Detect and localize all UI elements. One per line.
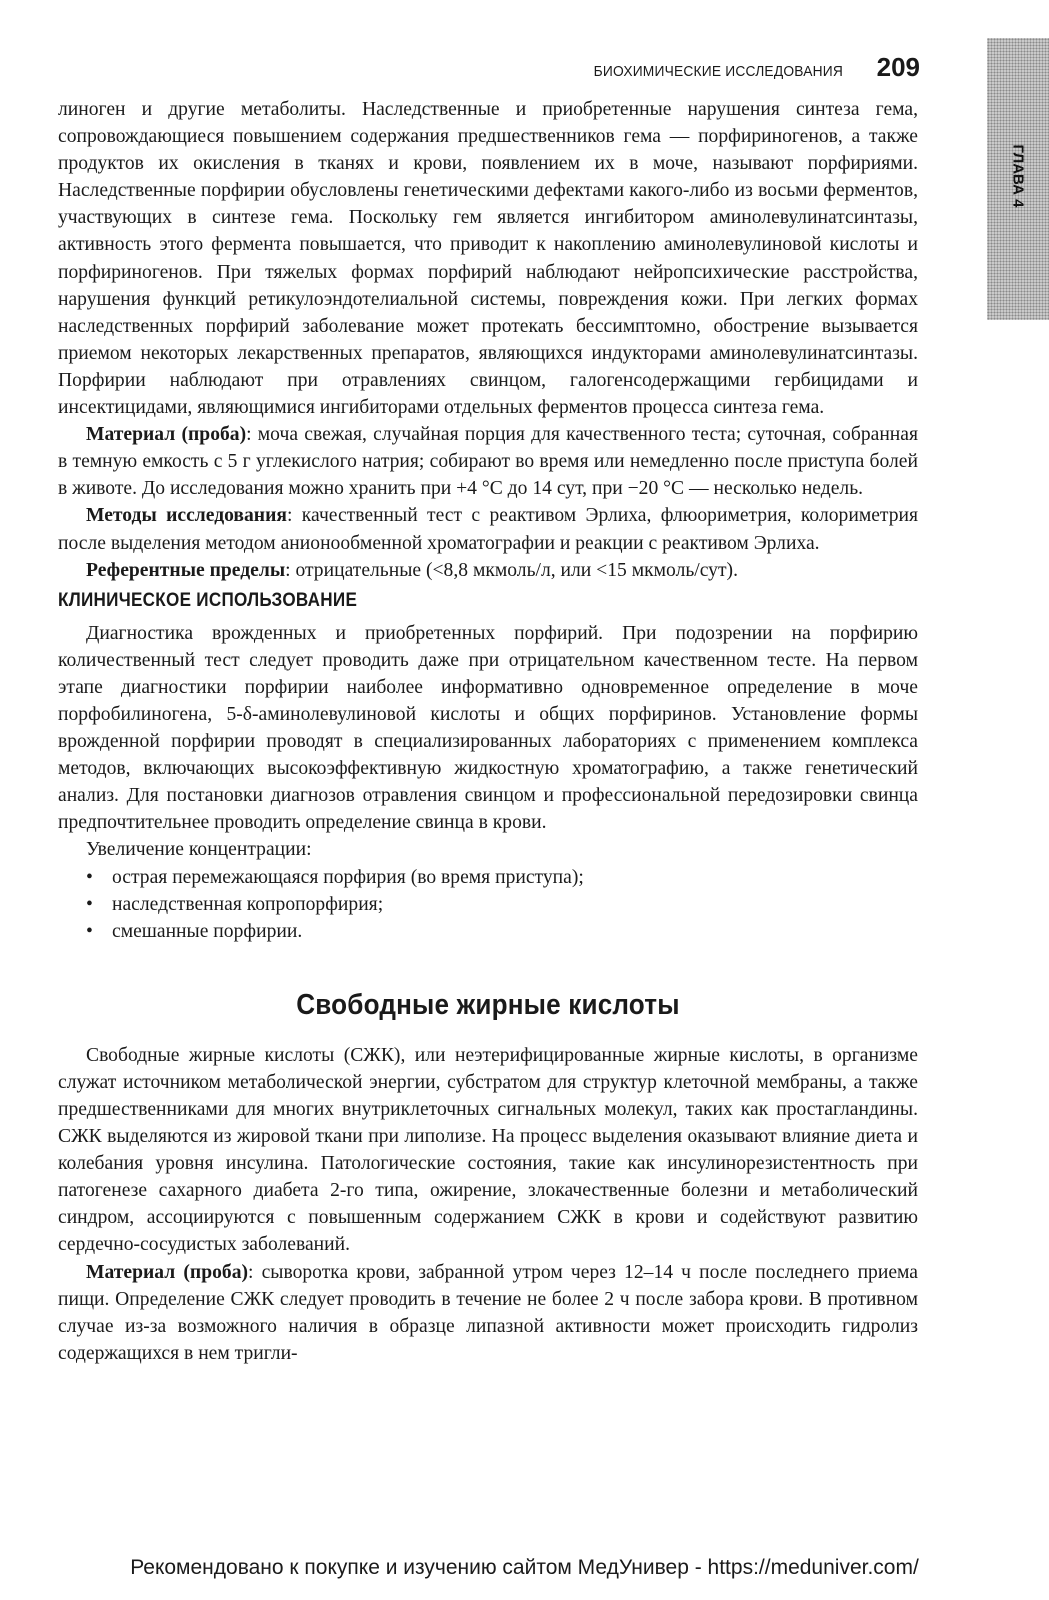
increase-label: Увеличение концентрации:	[86, 839, 312, 861]
section-title: Свободные жирные кислоты	[296, 988, 680, 1021]
chapter-tab-label: ГЛАВА 4	[1009, 144, 1027, 208]
material-text: : моча свежая, случайная порция для качественного теста; суточная, собранная в темную емкость с 5 г углекислого натрия; собирают во время или немедленно после приступа болей в животе. До исследования можно хранить при +4 °С до 14 сут, при −20 °С — несколько недель.	[58, 424, 918, 500]
methods-paragraph	[58, 502, 918, 556]
ffa-paragraph: Свободные жирные кислоты (СЖК), или неэтерифицированные жирные кислоты, в организме служат источником метаболической энергии, субстратом для структур клеточной мембраны, а также предшественниками для многих внутриклеточных сигнальных молекул, таких как простагландины. СЖК выделяются из жировой ткани при липолизе. На процесс выделения оказывают влияние диета и колебания уровня инсулина. Патологические состояния, такие как инсулинорезистентность при патогенезе сахарного диабета 2-го типа, ожирение, злокачественные болезни и метаболический синдром, ассоциируются с повышенным содержанием СЖК в крови и содействуют развитию сердечно-сосудистых заболеваний.	[58, 1044, 918, 1256]
intro-paragraph: линоген и другие метаболиты. Наследственные и приобретенные нарушения синтеза гема, сопровождающиеся повышением содержания предшественников гема — порфириногенов, а также продуктов их окисления в тканях и крови, появлением их в моче, называют порфириями. Наследственные порфирии обусловлены генетическими дефектами какого-либо из восьми ферментов, участвующих в синтезе гема. Поскольку гем является ингибитором аминолевулинатсинтазы, активность этого фермента повышается, что приводит к накоплению аминолевулиновой кислоты и порфириногенов. При тяжелых формах порфирий наблюдают нейропсихические расстройства, нарушения функций ретикулоэндотелиальной системы, повреждения кожи. При легких формах наследственных порфирий заболевание может протекать бессимптомно, обострение вызывается приемом некоторых лекарственных препаратов, являющихся индукторами аминолевулинатсинтазы. Порфирии наблюдают при отравлениях свинцом, галогенсодержащими гербицидами и инсектицидами, являющимися ингибиторами отдельных ферментов процесса синтеза гема.	[58, 99, 918, 419]
material-label: Материал (проба)	[86, 424, 247, 446]
page-content	[58, 96, 918, 1367]
page-number: 209	[876, 52, 920, 82]
running-header	[560, 52, 920, 83]
material2-text: : сыворотка крови, забранной утром через 12–14 ч после последнего приема пищи. Определение СЖК следует проводить в течение не более 2 ч после забора крови. В противном случае из-за возможного наличия в образце липазной активности может происходить гидролиз содержащихся в нем тригли-	[58, 1261, 918, 1364]
clinical-paragraph: Диагностика врожденных и приобретенных порфирий. При подозрении на порфирию количественный тест следует проводить даже при отрицательном качественном тесте. На первом этапе диагностики порфирии наиболее информативно одновременное определение в моче порфобилиногена, 5-δ-аминолевулиновой кислоты и общих порфиринов. Установление формы врожденной порфирии проводят в специализированных лабораториях с применением комплекса методов, включающих высокоэффективную жидкостную хроматографию, а также генетический анализ. Для постановки диагнозов отравления свинцом и профессиональной передозировки свинца предпочтительнее проводить определение свинца в крови.	[58, 622, 918, 834]
material2-label: Материал (проба)	[86, 1261, 249, 1283]
methods-text: : качественный тест с реактивом Эрлиха, флюориметрия, колориметрия после выделения методом анионообменной хроматографии и реакции с реактивом Эрлиха.	[58, 505, 919, 554]
reference-text: : отрицательные (<8,8 мкмоль/л, или <15 мкмоль/сут).	[285, 559, 738, 581]
conditions-list	[58, 864, 918, 945]
methods-label: Методы исследования	[86, 505, 287, 527]
reference-paragraph	[58, 557, 918, 584]
clinical-use-heading: КЛИНИЧЕСКОЕ ИСПОЛЬЗОВАНИЕ	[58, 589, 358, 611]
list-item: • наследственная копропорфирия;	[86, 891, 918, 918]
material-paragraph	[58, 421, 918, 502]
list-item: • смешанные порфирии.	[86, 918, 918, 945]
list-item: • острая перемежающаяся порфирия (во время приступа);	[86, 864, 918, 891]
reference-label: Референтные пределы	[86, 559, 286, 581]
footer-note: Рекомендовано к покупке и изучению сайтом МедУнивер - https://meduniver.com/	[130, 1556, 919, 1579]
material2-paragraph	[58, 1259, 918, 1367]
chapter-tab	[987, 38, 1049, 320]
running-title: БИОХИМИЧЕСКИЕ ИССЛЕДОВАНИЯ	[593, 63, 843, 80]
